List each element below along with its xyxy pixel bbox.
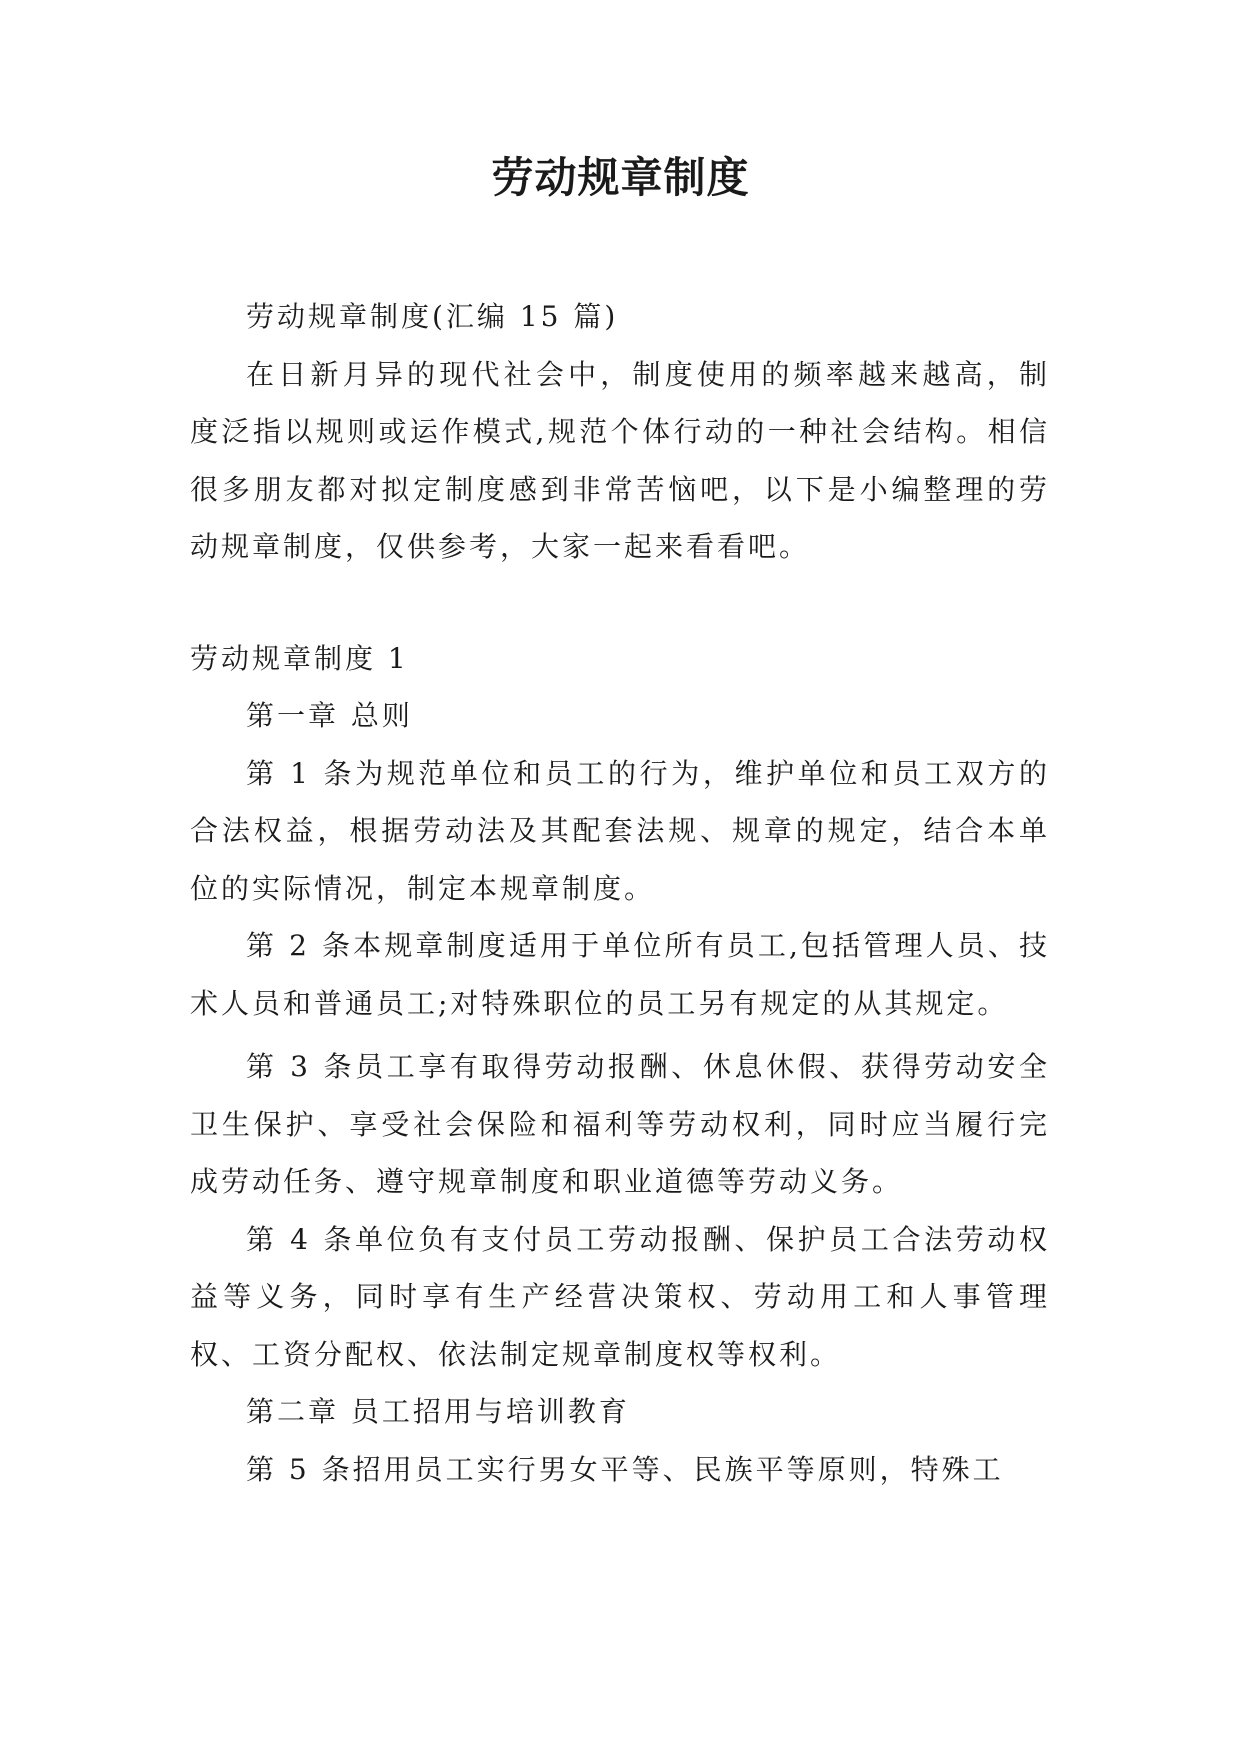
document-title: 劳动规章制度 bbox=[491, 153, 750, 202]
chapter-heading-1: 第一章 总则 bbox=[246, 699, 413, 732]
article-1: 第 1 条为规范单位和员工的行为，维护单位和员工双方的合法权益，根据劳动法及其配套法规、规章的规定，结合本单位的实际情况，制定本规章制度。 bbox=[190, 756, 1050, 905]
document-subtitle: 劳动规章制度(汇编 15 篇) bbox=[246, 300, 619, 333]
article-5: 第 5 条招用员工实行男女平等、民族平等原则，特殊工 bbox=[246, 1452, 1004, 1486]
article-4: 第 4 条单位负有支付员工劳动报酬、保护员工合法劳动权益等义务，同时享有生产经营决策权、劳动用工和人事管理权、工资分配权、依法制定规章制度权等权利。 bbox=[190, 1222, 1050, 1371]
section-heading: 劳动规章制度 1 bbox=[190, 641, 409, 675]
intro-paragraph: 在日新月异的现代社会中，制度使用的频率越来越高，制度泛指以规则或运作模式,规范个体行动的一种社会结构。相信很多朋友都对拟定制度感到非常苦恼吧，以下是小编整理的劳动规章制度，仅供参考，大家一起来看看吧。 bbox=[190, 357, 1050, 563]
document-body bbox=[190, 288, 1050, 1498]
article-2: 第 2 条本规章制度适用于单位所有员工,包括管理人员、技术人员和普通员工;对特殊职位的员工另有规定的从其规定。 bbox=[190, 929, 1050, 1020]
chapter-heading-2: 第二章 员工招用与培训教育 bbox=[246, 1395, 630, 1428]
article-3: 第 3 条员工享有取得劳动报酬、休息休假、获得劳动安全卫生保护、享受社会保险和福利等劳动权利，同时应当履行完成劳动任务、遵守规章制度和职业道德等劳动义务。 bbox=[190, 1050, 1050, 1198]
